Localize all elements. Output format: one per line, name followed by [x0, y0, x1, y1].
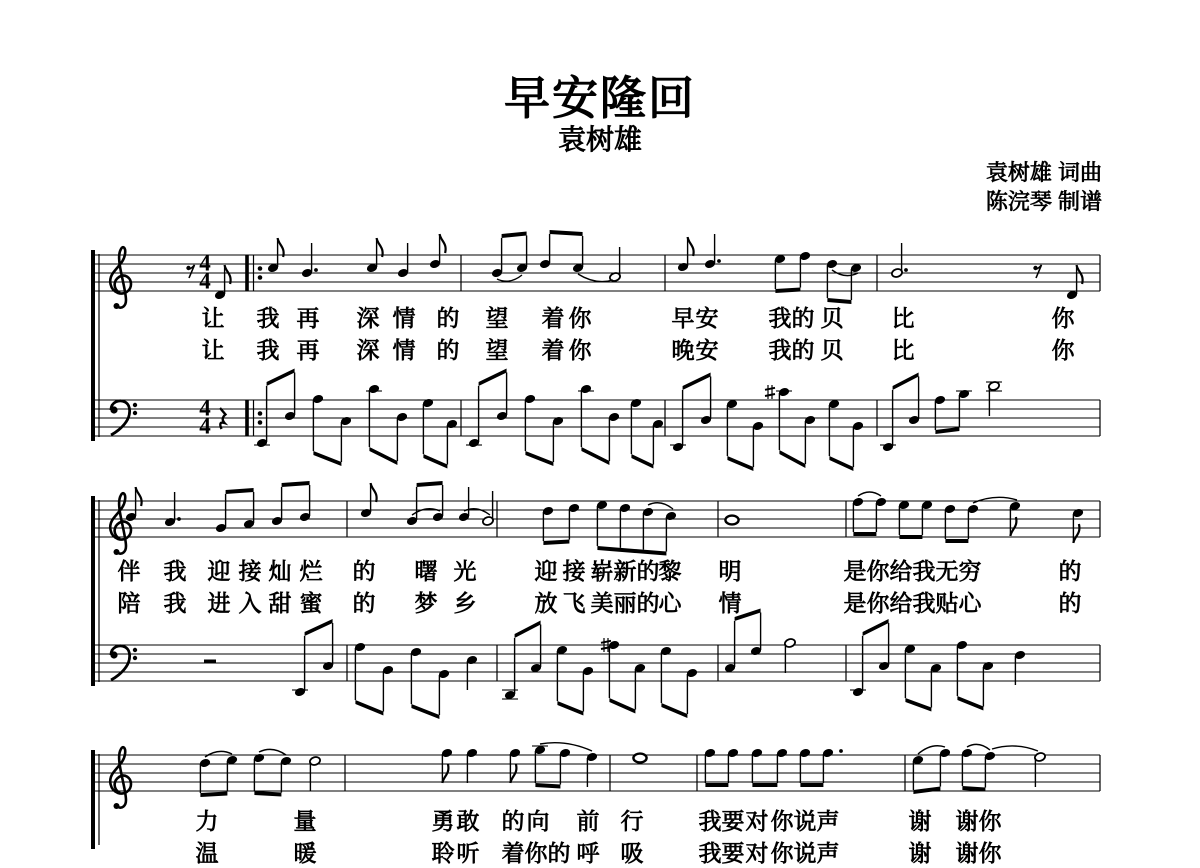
lyric-syllable: 我	[163, 558, 187, 584]
lyric-syllable: 飞	[562, 590, 586, 616]
song-artist: 袁树雄	[557, 124, 642, 155]
lyric-syllable: 勇	[431, 808, 455, 834]
lyric-syllable: 谢	[908, 840, 932, 866]
lyric-syllable: 贝	[820, 337, 844, 363]
lyric-syllable: 灿	[268, 558, 292, 584]
lyric-syllable: 声	[816, 840, 840, 866]
lyric-syllable: 明	[718, 558, 742, 584]
lyric-syllable: 情	[392, 337, 416, 363]
lyric-syllable: 光	[453, 558, 477, 584]
lyric-syllable: 丽	[613, 590, 637, 616]
lyric-syllable: 行	[620, 808, 644, 834]
lyric-syllable: 接	[562, 558, 586, 584]
lyric-syllable: 早	[671, 305, 695, 331]
lyric-syllable: 深	[356, 337, 380, 363]
lyric-syllable: 的	[352, 558, 376, 584]
lyric-syllable: 穷	[958, 558, 982, 584]
lyric-syllable: 力	[195, 808, 219, 834]
lyric-syllable: 安	[695, 305, 719, 331]
lyric-syllable: 我	[698, 808, 722, 834]
lyric-syllable: 的	[636, 558, 660, 584]
lyric-syllable: 迎	[534, 558, 558, 584]
lyric-syllable: 你	[568, 337, 592, 363]
lyric-syllable: 的	[1058, 590, 1082, 616]
lyric-syllable: 贴	[935, 590, 959, 616]
lyric-syllable: 放	[534, 590, 558, 616]
lyric-syllable: 给	[889, 558, 913, 584]
credit-composer: 袁树雄 词曲	[985, 160, 1102, 185]
lyric-syllable: 甜	[268, 590, 292, 616]
lyric-syllable: 你	[866, 590, 890, 616]
lyric-syllable: 你	[568, 305, 592, 331]
lyric-syllable: 聆	[431, 840, 455, 866]
lyric-syllable: 的	[436, 337, 460, 363]
svg-text:4: 4	[199, 250, 211, 276]
lyric-syllable: 入	[238, 590, 262, 616]
lyric-syllable: 你	[978, 840, 1002, 866]
lyric-syllable: 美	[590, 590, 614, 616]
lyric-syllable: 的	[547, 840, 571, 866]
lyric-syllable: 蜜	[299, 590, 323, 616]
lyric-syllable: 晚	[671, 337, 695, 363]
lyric-syllable: 你	[770, 840, 794, 866]
lyric-syllable: 望	[485, 305, 509, 331]
lyric-syllable: 崭	[590, 558, 614, 584]
lyric-syllable: 新	[613, 558, 637, 584]
lyric-syllable: 心	[958, 590, 982, 616]
lyric-syllable: 我	[256, 337, 280, 363]
song-title: 早安隆回	[504, 72, 696, 124]
lyric-syllable: 谢	[908, 808, 932, 834]
lyric-syllable: 我	[768, 305, 792, 331]
lyric-syllable: 向	[526, 808, 550, 834]
lyric-syllable: 谢	[955, 840, 979, 866]
lyric-syllable: 的	[352, 590, 376, 616]
lyric-syllable: 的	[791, 305, 815, 331]
lyric-syllable: 的	[501, 808, 525, 834]
lyric-syllable: 再	[296, 305, 320, 331]
lyric-syllable: 比	[891, 337, 915, 363]
lyric-syllable: 要	[721, 840, 745, 866]
lyric-syllable: 我	[912, 558, 936, 584]
lyric-syllable: 我	[768, 337, 792, 363]
lyric-syllable: 你	[978, 808, 1002, 834]
lyric-syllable: 听	[456, 840, 480, 866]
lyric-syllable: 安	[695, 337, 719, 363]
lyric-syllable: 烂	[299, 558, 323, 584]
lyric-syllable: 的	[1058, 558, 1082, 584]
lyric-syllable: 是	[843, 558, 867, 584]
lyric-syllable: 望	[485, 337, 509, 363]
lyric-syllable: 让	[201, 305, 225, 331]
lyric-syllable: 你	[866, 558, 890, 584]
lyric-syllable: 给	[889, 590, 913, 616]
lyric-syllable: 是	[843, 590, 867, 616]
lyric-syllable: 我	[163, 590, 187, 616]
lyric-syllable: 情	[718, 590, 742, 616]
lyric-syllable: 黎	[658, 558, 682, 584]
lyric-syllable: 伴	[117, 558, 141, 584]
lyric-syllable: 陪	[117, 590, 141, 616]
svg-text:4: 4	[199, 268, 211, 294]
lyric-syllable: 的	[791, 337, 815, 363]
lyric-syllable: 你	[1051, 337, 1075, 363]
lyric-syllable: 着	[541, 305, 565, 331]
lyric-syllable: 心	[658, 590, 682, 616]
lyric-syllable: 我	[912, 590, 936, 616]
lyric-syllable: 梦	[414, 590, 438, 616]
lyric-syllable: 敢	[456, 808, 480, 834]
lyric-syllable: 对	[745, 808, 769, 834]
lyric-syllable: 着	[501, 840, 525, 866]
lyric-syllable: 深	[356, 305, 380, 331]
lyric-syllable: 比	[891, 305, 915, 331]
lyric-syllable: 让	[201, 337, 225, 363]
lyric-syllable: 对	[745, 840, 769, 866]
lyric-syllable: 要	[721, 808, 745, 834]
lyric-syllable: 着	[541, 337, 565, 363]
lyric-syllable: 你	[524, 840, 548, 866]
lyric-syllable: 温	[195, 840, 219, 866]
lyric-syllable: 进	[207, 590, 231, 616]
lyric-syllable: 谢	[955, 808, 979, 834]
lyric-syllable: 接	[238, 558, 262, 584]
lyric-syllable: 量	[293, 808, 317, 834]
lyric-syllable: 迎	[207, 558, 231, 584]
credit-transcriber: 陈浣琴 制谱	[985, 189, 1102, 214]
lyric-syllable: 的	[636, 590, 660, 616]
lyric-syllable: 贝	[820, 305, 844, 331]
lyric-syllable: 说	[793, 840, 817, 866]
lyric-syllable: 情	[392, 305, 416, 331]
lyric-syllable: 我	[698, 840, 722, 866]
lyric-syllable: 吸	[620, 840, 644, 866]
lyric-syllable: 暖	[293, 840, 317, 866]
svg-text:4: 4	[199, 413, 211, 439]
lyric-syllable: 呼	[576, 840, 600, 866]
lyric-syllable: 再	[296, 337, 320, 363]
lyric-syllable: 说	[793, 808, 817, 834]
lyric-syllable: 的	[436, 305, 460, 331]
lyric-syllable: 前	[576, 808, 600, 834]
lyric-syllable: 我	[256, 305, 280, 331]
lyric-syllable: 乡	[453, 590, 477, 616]
lyric-syllable: 曙	[414, 558, 438, 584]
lyric-syllable: 你	[770, 808, 794, 834]
svg-text:4: 4	[199, 395, 211, 421]
lyric-syllable: 无	[935, 558, 959, 584]
lyric-syllable: 你	[1051, 305, 1075, 331]
lyric-syllable: 声	[816, 808, 840, 834]
